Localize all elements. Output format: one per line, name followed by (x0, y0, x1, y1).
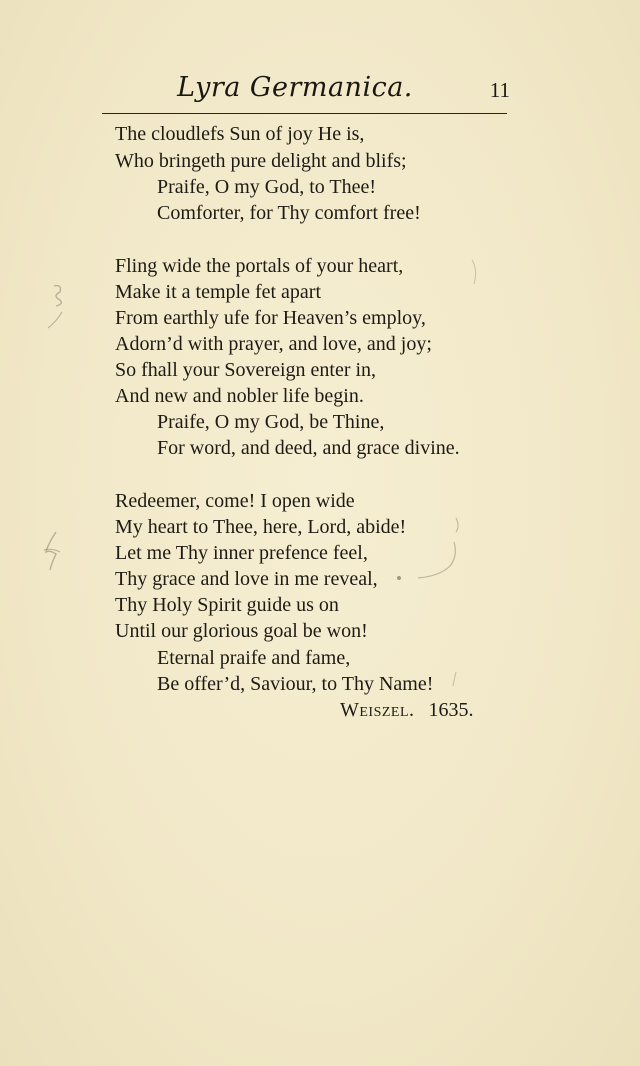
verse-line: Redeemer, come! I open wide (115, 490, 355, 512)
running-title: Lyra Germanica. (177, 72, 413, 103)
verse-line: Adorn’d with prayer, and love, and joy; (115, 333, 432, 355)
verse-line: Praife, O my God, be Thine, (157, 411, 385, 433)
verse-line: For word, and deed, and grace divine. (157, 437, 460, 459)
pencil-mark-icon (40, 528, 68, 574)
year: 1635. (428, 699, 474, 721)
pencil-mark-icon (42, 282, 70, 332)
header-rule (102, 113, 507, 114)
verse-line: Fling wide the portals of your heart, (115, 255, 404, 277)
pencil-mark-icon (450, 670, 460, 690)
verse-line: The cloudlefs Sun of joy He is, (115, 123, 365, 145)
pencil-mark-icon (396, 512, 466, 582)
verse-line: Who bringeth pure delight and blifs; (115, 150, 407, 172)
verse-line: Until our glorious goal be won! (115, 620, 368, 642)
verse-line: And new and nobler life begin. (115, 385, 364, 407)
verse-line: From earthly ufe for Heaven’s employ, (115, 307, 426, 329)
verse-line: My heart to Thee, here, Lord, abide! (115, 516, 407, 538)
attribution (340, 698, 490, 722)
author-name: Weiszel. (340, 699, 415, 721)
verse-line: Let me Thy inner prefence feel, (115, 542, 368, 564)
verse-line: Thy Holy Spirit guide us on (115, 594, 339, 616)
verse-line: Thy grace and love in me reveal, (115, 568, 378, 590)
verse-line: Praife, O my God, to Thee! (157, 176, 377, 198)
verse-line: Make it a temple fet apart (115, 281, 322, 303)
verse-line: Comforter, for Thy comfort free! (157, 202, 421, 224)
pencil-mark-icon (468, 258, 482, 288)
verse-line: Eternal praife and fame, (157, 647, 351, 669)
page-number: 11 (489, 78, 510, 102)
verse-line: Be offer’d, Saviour, to Thy Name! (157, 673, 434, 695)
verse-line: So fhall your Sovereign enter in, (115, 359, 377, 381)
